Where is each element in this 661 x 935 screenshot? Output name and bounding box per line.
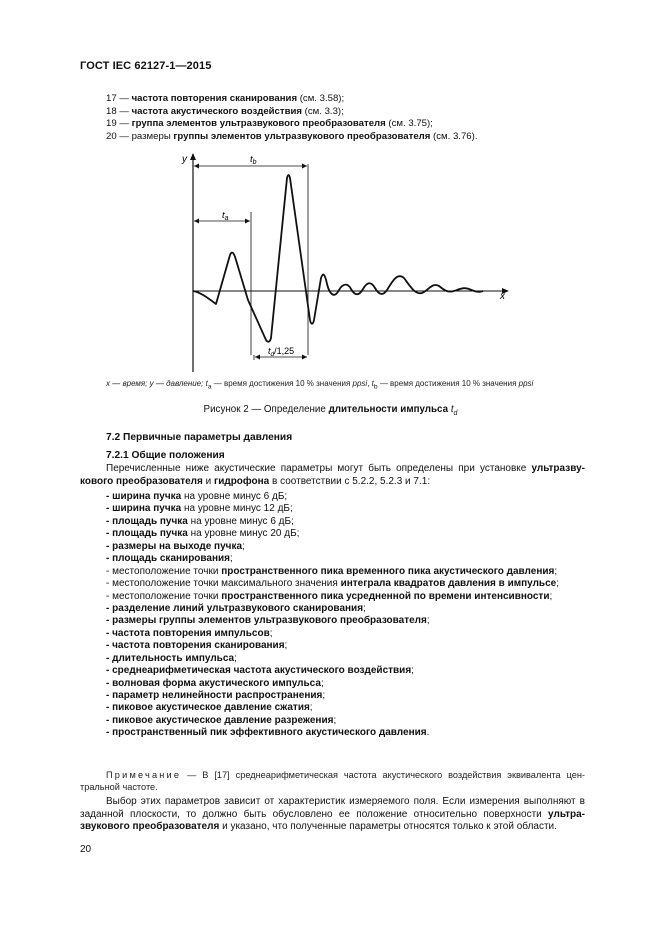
list-item: - местоположение точки пространственного пика временного пика акустического давления; [106, 565, 558, 577]
list-item: - площадь пучка на уровне минус 20 дБ; [106, 528, 300, 540]
pulse-duration-figure [178, 150, 518, 376]
section-heading: 7.2 Первичные параметры давления [106, 432, 293, 443]
list-item: - площадь пучка на уровне минус 6 дБ; [106, 515, 294, 527]
list-item: 17 — частота повторения сканирования (см. 3.58); [106, 93, 345, 104]
note-paragraph: Примечание — В [17] среднеарифметическая частота акустического воздействия эквивалента цен-тральной частоте. [80, 770, 585, 793]
td-label: $t_d/1,25$ [268, 346, 295, 358]
pulse-waveform [193, 175, 483, 342]
list-item: - площадь сканирования; [106, 553, 233, 565]
figure-key-list [106, 93, 478, 143]
list-item: - пиковое акустическое давление сжатия; [106, 702, 313, 714]
note-label: Примечание [106, 770, 182, 780]
list-item: - местоположение точки максимального значения интеграла квадратов давления в импульсе; [106, 578, 559, 590]
figure-legend: x — время; y — давление; $t_a$ — время достижения 10 % значения ppsi, $t_b$ — время достижения 10 % значения ppsi [106, 379, 534, 391]
list-item: 20 — размеры группы элементов ультразвукового преобразователя (см. 3.76). [106, 130, 478, 142]
list-item: - размеры на выходе пучка; [106, 540, 245, 552]
list-item: - волновая форма акустического импульса; [106, 677, 324, 689]
list-item: - частота повторения импульсов; [106, 627, 273, 639]
subsection-heading: 7.2.1 Общие положения [106, 450, 225, 461]
list-item: - длительность импульса; [106, 652, 237, 664]
x-axis-label: x [500, 291, 505, 302]
list-item: 19 — группа элементов ультразвукового преобразователя (см. 3.75); [106, 118, 433, 129]
list-item: - разделение линий ультразвукового сканирования; [106, 602, 366, 614]
y-axis-label: y [182, 154, 187, 165]
list-item: - параметр нелинейности распространения; [106, 690, 326, 701]
closing-paragraph: Выбор этих параметров зависит от характеристик измеряемого поля. Если измерения выполняют в заданной плоскости, то должно быть обусловлено ее положение относительно поверхности ультра-звукового преобразователя и указано, что полученные параметры относятся только к этой области. [80, 796, 585, 832]
list-item: - ширина пучка на уровне минус 12 дБ; [106, 503, 293, 515]
list-item: - частота повторения сканирования; [106, 640, 288, 652]
list-item: - пиковое акустическое давление разрежения; [106, 714, 337, 726]
page-number: 20 [80, 844, 92, 855]
figure-caption: Рисунок 2 — Определение длительности импульса $t_d$ [203, 404, 458, 417]
ta-label: $t_a$ [222, 210, 229, 222]
list-item: - размеры группы элементов ультразвукового преобразователя; [106, 615, 430, 627]
intro-paragraph: Перечисленные ниже акустические параметры могут быть определены при установке ультразву-кового преобразователя и гидрофона в соответствии с 5.2.2, 5.2.3 и 7.1: [80, 463, 585, 487]
list-item: - среднеарифметическая частота акустического воздействия; [106, 665, 414, 677]
list-item: - местоположение точки пространственного пика усредненной по времени интенсивности; [106, 590, 553, 602]
list-item: - ширина пучка на уровне минус 6 дБ; [106, 491, 288, 502]
list-item: - пространственный пик эффективного акустического давления. [106, 727, 430, 739]
tb-label: $t_b$ [250, 154, 257, 166]
parameter-list [106, 491, 559, 740]
document-header: ГОСТ IEC 62127-1—2015 [80, 60, 212, 72]
list-item: 18 — частота акустического воздействия (см. 3.3); [106, 105, 344, 117]
